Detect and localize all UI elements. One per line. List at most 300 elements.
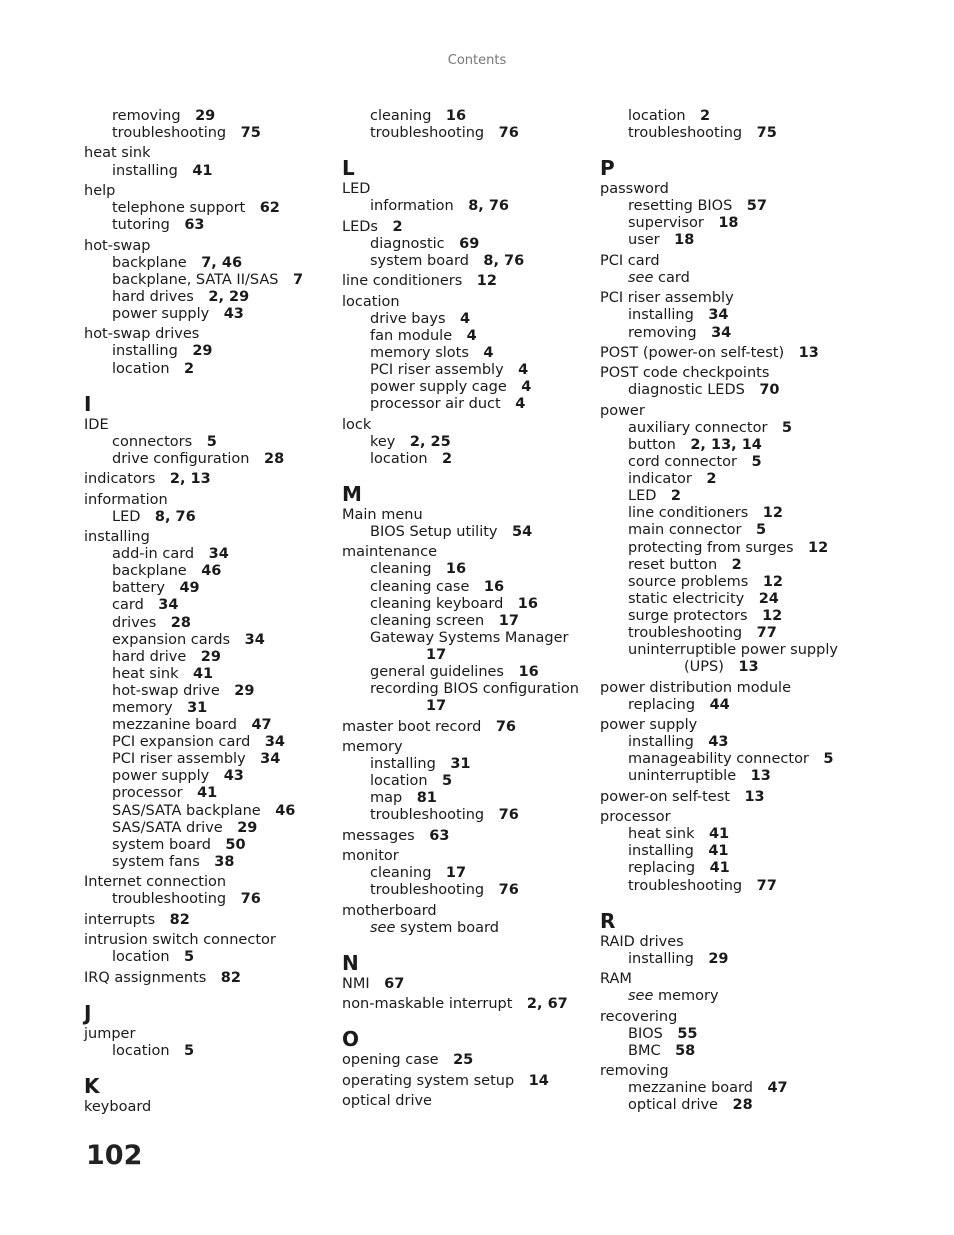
- page-reference: 5: [823, 751, 834, 768]
- page-reference: 8, 76: [483, 252, 525, 269]
- entry-term: LED: [112, 508, 141, 525]
- page-reference: 69: [459, 235, 480, 252]
- entry-term: power supply: [112, 305, 210, 322]
- page-reference: 13: [744, 788, 765, 805]
- index-subentry: [600, 734, 850, 751]
- index-subentry: [342, 396, 592, 413]
- index-subentry: [342, 790, 592, 807]
- index-subentry: [342, 882, 592, 899]
- entry-term: backplane: [112, 254, 187, 271]
- index-main-entry: [342, 219, 592, 236]
- entry-term: optical drive: [342, 1093, 432, 1110]
- index-main-entry: [342, 719, 592, 736]
- index-subentry: [600, 307, 850, 324]
- entry-term: reset button: [628, 556, 718, 573]
- index-main-entry: [84, 238, 334, 255]
- page-reference: 50: [225, 836, 246, 853]
- index-subentry: [600, 454, 850, 471]
- index-subentry: [84, 949, 334, 966]
- page-reference: 16: [517, 595, 538, 612]
- entry-term: installing: [628, 734, 694, 751]
- entry-term: troubleshooting: [628, 625, 743, 642]
- page-reference: 2, 67: [526, 996, 568, 1013]
- entry-term: location: [112, 360, 170, 377]
- index-subentry: [600, 878, 850, 895]
- entry-term: protecting from surges: [628, 539, 794, 556]
- index-subentry: [600, 625, 850, 642]
- index-main-entry: [84, 1099, 334, 1116]
- index-main-entry: [342, 996, 592, 1013]
- entry-term: power supply: [600, 717, 698, 734]
- entry-term: messages: [342, 827, 415, 844]
- page-reference: 17: [426, 646, 447, 663]
- entry-term: optical drive: [628, 1097, 718, 1114]
- index-subentry: [342, 451, 592, 468]
- entry-term: memory: [658, 988, 719, 1005]
- index-main-entry: [600, 717, 850, 734]
- index-main-entry: [342, 294, 592, 311]
- index-subentry: [84, 563, 334, 580]
- index-subentry: [600, 215, 850, 232]
- entry-term: removing: [112, 108, 181, 124]
- entry-term: installing: [112, 343, 178, 360]
- page-reference: 5: [755, 522, 767, 539]
- entry-term: PCI riser assembly: [600, 290, 734, 307]
- index-subentry: [600, 325, 850, 342]
- index-main-entry: [84, 912, 334, 929]
- page-reference: 18: [718, 215, 739, 232]
- entry-term: system board: [400, 919, 499, 936]
- entry-term: connectors: [112, 433, 193, 450]
- index-subentry: [342, 681, 592, 698]
- index-subentry: [600, 270, 850, 287]
- page-reference: 67: [384, 975, 405, 992]
- index-main-entry: [600, 403, 850, 420]
- page-reference: 41: [709, 860, 730, 877]
- index-subentry: [84, 854, 334, 871]
- index-subentry: [84, 837, 334, 854]
- entry-term: diagnostic LEDS: [628, 382, 745, 399]
- entry-term: system board: [370, 252, 469, 269]
- index-subentry: [600, 540, 850, 557]
- index-subentry: [84, 343, 334, 360]
- index-main-entry: [342, 417, 592, 434]
- entry-term: drive configuration: [112, 450, 250, 467]
- entry-term: IRQ assignments: [84, 969, 207, 986]
- entry-term: cleaning case: [370, 578, 470, 595]
- page-reference: 17: [498, 612, 519, 629]
- entry-term: cleaning: [370, 865, 432, 882]
- entry-term: lock: [342, 416, 372, 433]
- entry-term: Internet connection: [84, 874, 227, 891]
- entry-term: troubleshooting: [112, 125, 227, 142]
- index-subentry: [84, 272, 334, 289]
- page-reference: 29: [192, 343, 213, 360]
- page-reference: 76: [495, 718, 516, 735]
- index-column-2: [342, 108, 592, 1110]
- index-subentry: [600, 642, 850, 659]
- index-subentry: [84, 255, 334, 272]
- page-reference: 34: [264, 734, 285, 751]
- entry-term: POST code checkpoints: [600, 365, 770, 382]
- entry-term: installing: [112, 162, 178, 179]
- index-main-entry: [84, 492, 334, 509]
- index-subentry: [84, 666, 334, 683]
- page-reference: 47: [767, 1080, 788, 1097]
- page-reference: 76: [498, 125, 519, 142]
- index-subentry: [342, 253, 592, 270]
- page-reference: 5: [751, 454, 762, 471]
- page-reference: 77: [756, 877, 777, 894]
- index-subentry: [600, 860, 850, 877]
- page-reference: 2, 29: [208, 288, 250, 305]
- index-main-entry: [342, 273, 592, 290]
- index-letter-heading: L: [342, 156, 355, 181]
- index-subentry: [84, 1043, 334, 1060]
- index-main-entry: [600, 365, 850, 382]
- see-reference: see: [628, 269, 654, 286]
- entry-term: hot-swap drive: [112, 682, 220, 699]
- entry-term: help: [84, 182, 116, 199]
- entry-term: static electricity: [628, 590, 745, 607]
- index-letter-heading: N: [342, 950, 359, 975]
- index-subentry: [600, 768, 850, 785]
- entry-term: heat sink: [628, 826, 695, 843]
- index-subentry: [600, 843, 850, 860]
- index-subentry: [84, 649, 334, 666]
- page-reference: 4: [515, 396, 526, 413]
- entry-term: interrupts: [84, 911, 156, 928]
- entry-term: surge protectors: [628, 607, 748, 624]
- index-continuation: [342, 647, 592, 664]
- index-subentry: [342, 198, 592, 215]
- entry-term: card: [112, 597, 144, 614]
- index-subentry: [600, 505, 850, 522]
- index-subentry: [600, 382, 850, 399]
- page-reference: 5: [184, 1042, 195, 1059]
- index-subentry: [600, 1080, 850, 1097]
- index-subentry: [342, 434, 592, 451]
- entry-term: recording BIOS configuration: [370, 681, 579, 698]
- entry-term: system fans: [112, 853, 200, 870]
- page-reference: 31: [450, 756, 471, 773]
- entry-term: button: [628, 436, 676, 453]
- entry-term: auxiliary connector: [628, 419, 768, 436]
- entry-term: processor: [112, 785, 183, 802]
- index-subentry: [84, 451, 334, 468]
- index-main-entry: [600, 934, 850, 951]
- page-reference: 28: [170, 614, 191, 631]
- page-reference: 34: [711, 324, 732, 341]
- entry-term: BMC: [628, 1042, 661, 1059]
- page-reference: 41: [192, 665, 214, 682]
- page-reference: 12: [808, 539, 829, 556]
- entry-term: keyboard: [84, 1098, 152, 1115]
- index-main-entry: [84, 145, 334, 162]
- index-subentry: [84, 717, 334, 734]
- index-subentry: [84, 683, 334, 700]
- index-main-entry: [84, 529, 334, 546]
- page-reference: 2: [700, 108, 711, 124]
- entry-term: troubleshooting: [370, 125, 485, 142]
- entry-term: maintenance: [342, 544, 437, 561]
- page-reference: 29: [708, 950, 729, 967]
- index-subentry: [84, 597, 334, 614]
- entry-term: system board: [112, 836, 211, 853]
- index-main-entry: [600, 345, 850, 362]
- index-subentry: [600, 437, 850, 454]
- entry-term: cleaning keyboard: [370, 595, 504, 612]
- page-reference: 41: [708, 826, 730, 843]
- page-reference: 43: [223, 305, 244, 322]
- index-main-entry: [600, 1063, 850, 1080]
- page-reference: 41: [708, 843, 729, 860]
- entry-term: replacing: [628, 860, 696, 877]
- index-main-entry: [342, 848, 592, 865]
- entry-term: motherboard: [342, 902, 437, 919]
- page-reference: 29: [200, 648, 221, 665]
- index-subentry: [342, 311, 592, 328]
- index-main-entry: [600, 809, 850, 826]
- index-subentry: [600, 420, 850, 437]
- index-main-entry: [600, 789, 850, 806]
- index-main-entry: [342, 1093, 592, 1110]
- index-main-entry: [84, 417, 334, 434]
- index-subentry: [84, 306, 334, 323]
- entry-term: add-in card: [112, 546, 195, 563]
- index-subentry: [342, 756, 592, 773]
- index-subentry: [84, 632, 334, 649]
- entry-term: hot-swap: [84, 237, 151, 254]
- index-main-entry: [342, 1052, 592, 1069]
- index-continuation: [342, 698, 592, 715]
- index-column-1: [84, 108, 334, 1116]
- entry-term: master boot record: [342, 718, 482, 735]
- page-reference: 76: [498, 882, 519, 899]
- index-subentry: [342, 613, 592, 630]
- page-reference: 17: [445, 865, 467, 882]
- index-column-3: [600, 108, 850, 1114]
- entry-term: replacing: [628, 696, 696, 713]
- running-header: Contents: [447, 53, 507, 68]
- entry-term: resetting BIOS: [628, 198, 733, 215]
- page-reference: 24: [758, 590, 779, 607]
- entry-term: password: [600, 181, 669, 198]
- index-main-entry: [600, 1009, 850, 1026]
- page-reference: 41: [192, 162, 213, 179]
- page-reference: 34: [158, 597, 179, 614]
- page-reference: 46: [275, 802, 296, 819]
- index-subentry: [342, 561, 592, 578]
- entry-term: troubleshooting: [370, 882, 485, 899]
- index-letter-heading: M: [342, 481, 362, 506]
- index-letter-heading: J: [84, 1000, 92, 1025]
- page-reference: 12: [476, 273, 497, 290]
- index-subentry: [84, 163, 334, 180]
- page-reference: 2: [731, 556, 742, 573]
- entry-term: location: [370, 773, 428, 790]
- entry-term: indicator: [628, 471, 692, 488]
- entry-term: PCI card: [600, 252, 660, 269]
- index-main-entry: [342, 507, 592, 524]
- index-subentry: [600, 1097, 850, 1114]
- page-reference: 75: [240, 125, 261, 142]
- page-reference: 7, 46: [201, 254, 243, 271]
- page-reference: 82: [220, 969, 241, 986]
- entry-term: IDE: [84, 416, 109, 433]
- entry-term: backplane: [112, 563, 187, 580]
- page-reference: 16: [518, 664, 539, 681]
- entry-term: map: [370, 790, 403, 807]
- index-subentry: [600, 471, 850, 488]
- index-subentry: [342, 108, 592, 125]
- entry-term: removing: [600, 1063, 669, 1080]
- entry-term: supervisor: [628, 215, 704, 232]
- entry-term: BIOS Setup utility: [370, 523, 498, 540]
- entry-term: information: [370, 198, 454, 215]
- entry-term: source problems: [628, 573, 749, 590]
- page-reference: 5: [206, 433, 217, 450]
- page-reference: 38: [214, 853, 235, 870]
- page-reference: 2: [392, 218, 403, 235]
- page-reference: 57: [746, 198, 767, 215]
- page-reference: 2: [184, 360, 195, 377]
- page-reference: 55: [677, 1025, 698, 1042]
- entry-term: troubleshooting: [628, 877, 743, 894]
- entry-term: NMI: [342, 975, 370, 992]
- entry-term: uninterruptible: [628, 768, 737, 785]
- page-reference: 49: [179, 580, 200, 597]
- index-letter-heading: P: [600, 156, 615, 181]
- page-reference: 29: [195, 108, 216, 124]
- page-reference: 5: [442, 773, 453, 790]
- page-reference: 4: [521, 379, 532, 396]
- index-subentry: [84, 820, 334, 837]
- index-subentry: [342, 125, 592, 142]
- index-subentry: [600, 608, 850, 625]
- page-reference: 34: [208, 546, 229, 563]
- index-subentry: [600, 557, 850, 574]
- index-letter-heading: O: [342, 1027, 360, 1052]
- page-reference: 75: [756, 125, 777, 142]
- index-subentry: [342, 865, 592, 882]
- page-reference: 47: [251, 717, 272, 734]
- entry-term: memory slots: [370, 344, 469, 361]
- entry-term: backplane, SATA II/SAS: [112, 271, 279, 288]
- page-reference: 2: [670, 488, 681, 505]
- entry-term: Gateway Systems Manager: [370, 629, 569, 646]
- index-subentry: [600, 951, 850, 968]
- index-main-entry: [342, 544, 592, 561]
- index-letter-heading: R: [600, 908, 616, 933]
- index-subentry: [84, 615, 334, 632]
- entry-term: installing: [84, 529, 150, 546]
- index-main-entry: [342, 828, 592, 845]
- entry-term: recovering: [600, 1008, 678, 1025]
- index-subentry: [600, 751, 850, 768]
- entry-term: general guidelines: [370, 664, 504, 681]
- page-reference: 43: [708, 734, 729, 751]
- index-subentry: [84, 803, 334, 820]
- entry-term: RAM: [600, 971, 632, 988]
- entry-term: fan module: [370, 327, 453, 344]
- index-main-entry: [600, 181, 850, 198]
- page-reference: 13: [750, 768, 771, 785]
- index-subentry: [342, 345, 592, 362]
- page-reference: 2: [442, 450, 453, 467]
- entry-term: opening case: [342, 1052, 439, 1069]
- index-subentry: [600, 108, 850, 125]
- index-subentry: [342, 362, 592, 379]
- entry-term: RAID drives: [600, 933, 684, 950]
- page-reference: 41: [197, 785, 218, 802]
- entry-term: LEDs: [342, 218, 378, 235]
- index-main-entry: [600, 253, 850, 270]
- entry-term: Main menu: [342, 506, 423, 523]
- index-subentry: [84, 125, 334, 142]
- entry-term: hot-swap drives: [84, 326, 200, 343]
- entry-term: power supply cage: [370, 379, 507, 396]
- page-reference: 4: [518, 362, 529, 379]
- page-reference: 5: [184, 949, 195, 966]
- index-continuation: [600, 659, 850, 676]
- page-reference: 18: [674, 232, 695, 249]
- index-main-entry: [342, 1073, 592, 1090]
- page-reference: 43: [223, 768, 244, 785]
- index-subentry: [84, 434, 334, 451]
- index-subentry: [84, 785, 334, 802]
- entry-term: non-maskable interrupt: [342, 996, 513, 1013]
- index-subentry: [342, 773, 592, 790]
- entry-term: drives: [112, 614, 157, 631]
- entry-term: power-on self-test: [600, 788, 730, 805]
- entry-term: (UPS): [684, 659, 724, 676]
- index-main-entry: [84, 183, 334, 200]
- index-subentry: [600, 125, 850, 142]
- page-reference: 34: [244, 631, 265, 648]
- index-subentry: [600, 198, 850, 215]
- index-subentry: [84, 289, 334, 306]
- page-number: 102: [86, 1140, 143, 1171]
- entry-term: LED: [342, 181, 371, 198]
- entry-term: SAS/SATA drive: [112, 819, 223, 836]
- entry-term: tutoring: [112, 217, 170, 234]
- entry-term: operating system setup: [342, 1072, 515, 1089]
- index-main-entry: [342, 739, 592, 756]
- index-subentry: [84, 891, 334, 908]
- page-reference: 8, 76: [468, 198, 510, 215]
- index-subentry: [342, 524, 592, 541]
- index-subentry: [342, 807, 592, 824]
- entry-term: mezzanine board: [112, 717, 237, 734]
- entry-term: key: [370, 433, 396, 450]
- entry-term: intrusion switch connector: [84, 932, 276, 949]
- index-subentry: [84, 200, 334, 217]
- index-subentry: [342, 664, 592, 681]
- page-reference: 82: [169, 911, 190, 928]
- index-main-entry: [84, 970, 334, 987]
- page-reference: 63: [429, 827, 450, 844]
- page-reference: 76: [498, 807, 519, 824]
- entry-term: mezzanine board: [628, 1080, 753, 1097]
- page-reference: 13: [738, 659, 759, 676]
- entry-term: location: [370, 450, 428, 467]
- index-subentry: [600, 1026, 850, 1043]
- entry-term: hard drive: [112, 648, 187, 665]
- entry-term: hard drives: [112, 288, 194, 305]
- index-subentry: [84, 509, 334, 526]
- page-reference: 63: [184, 217, 205, 234]
